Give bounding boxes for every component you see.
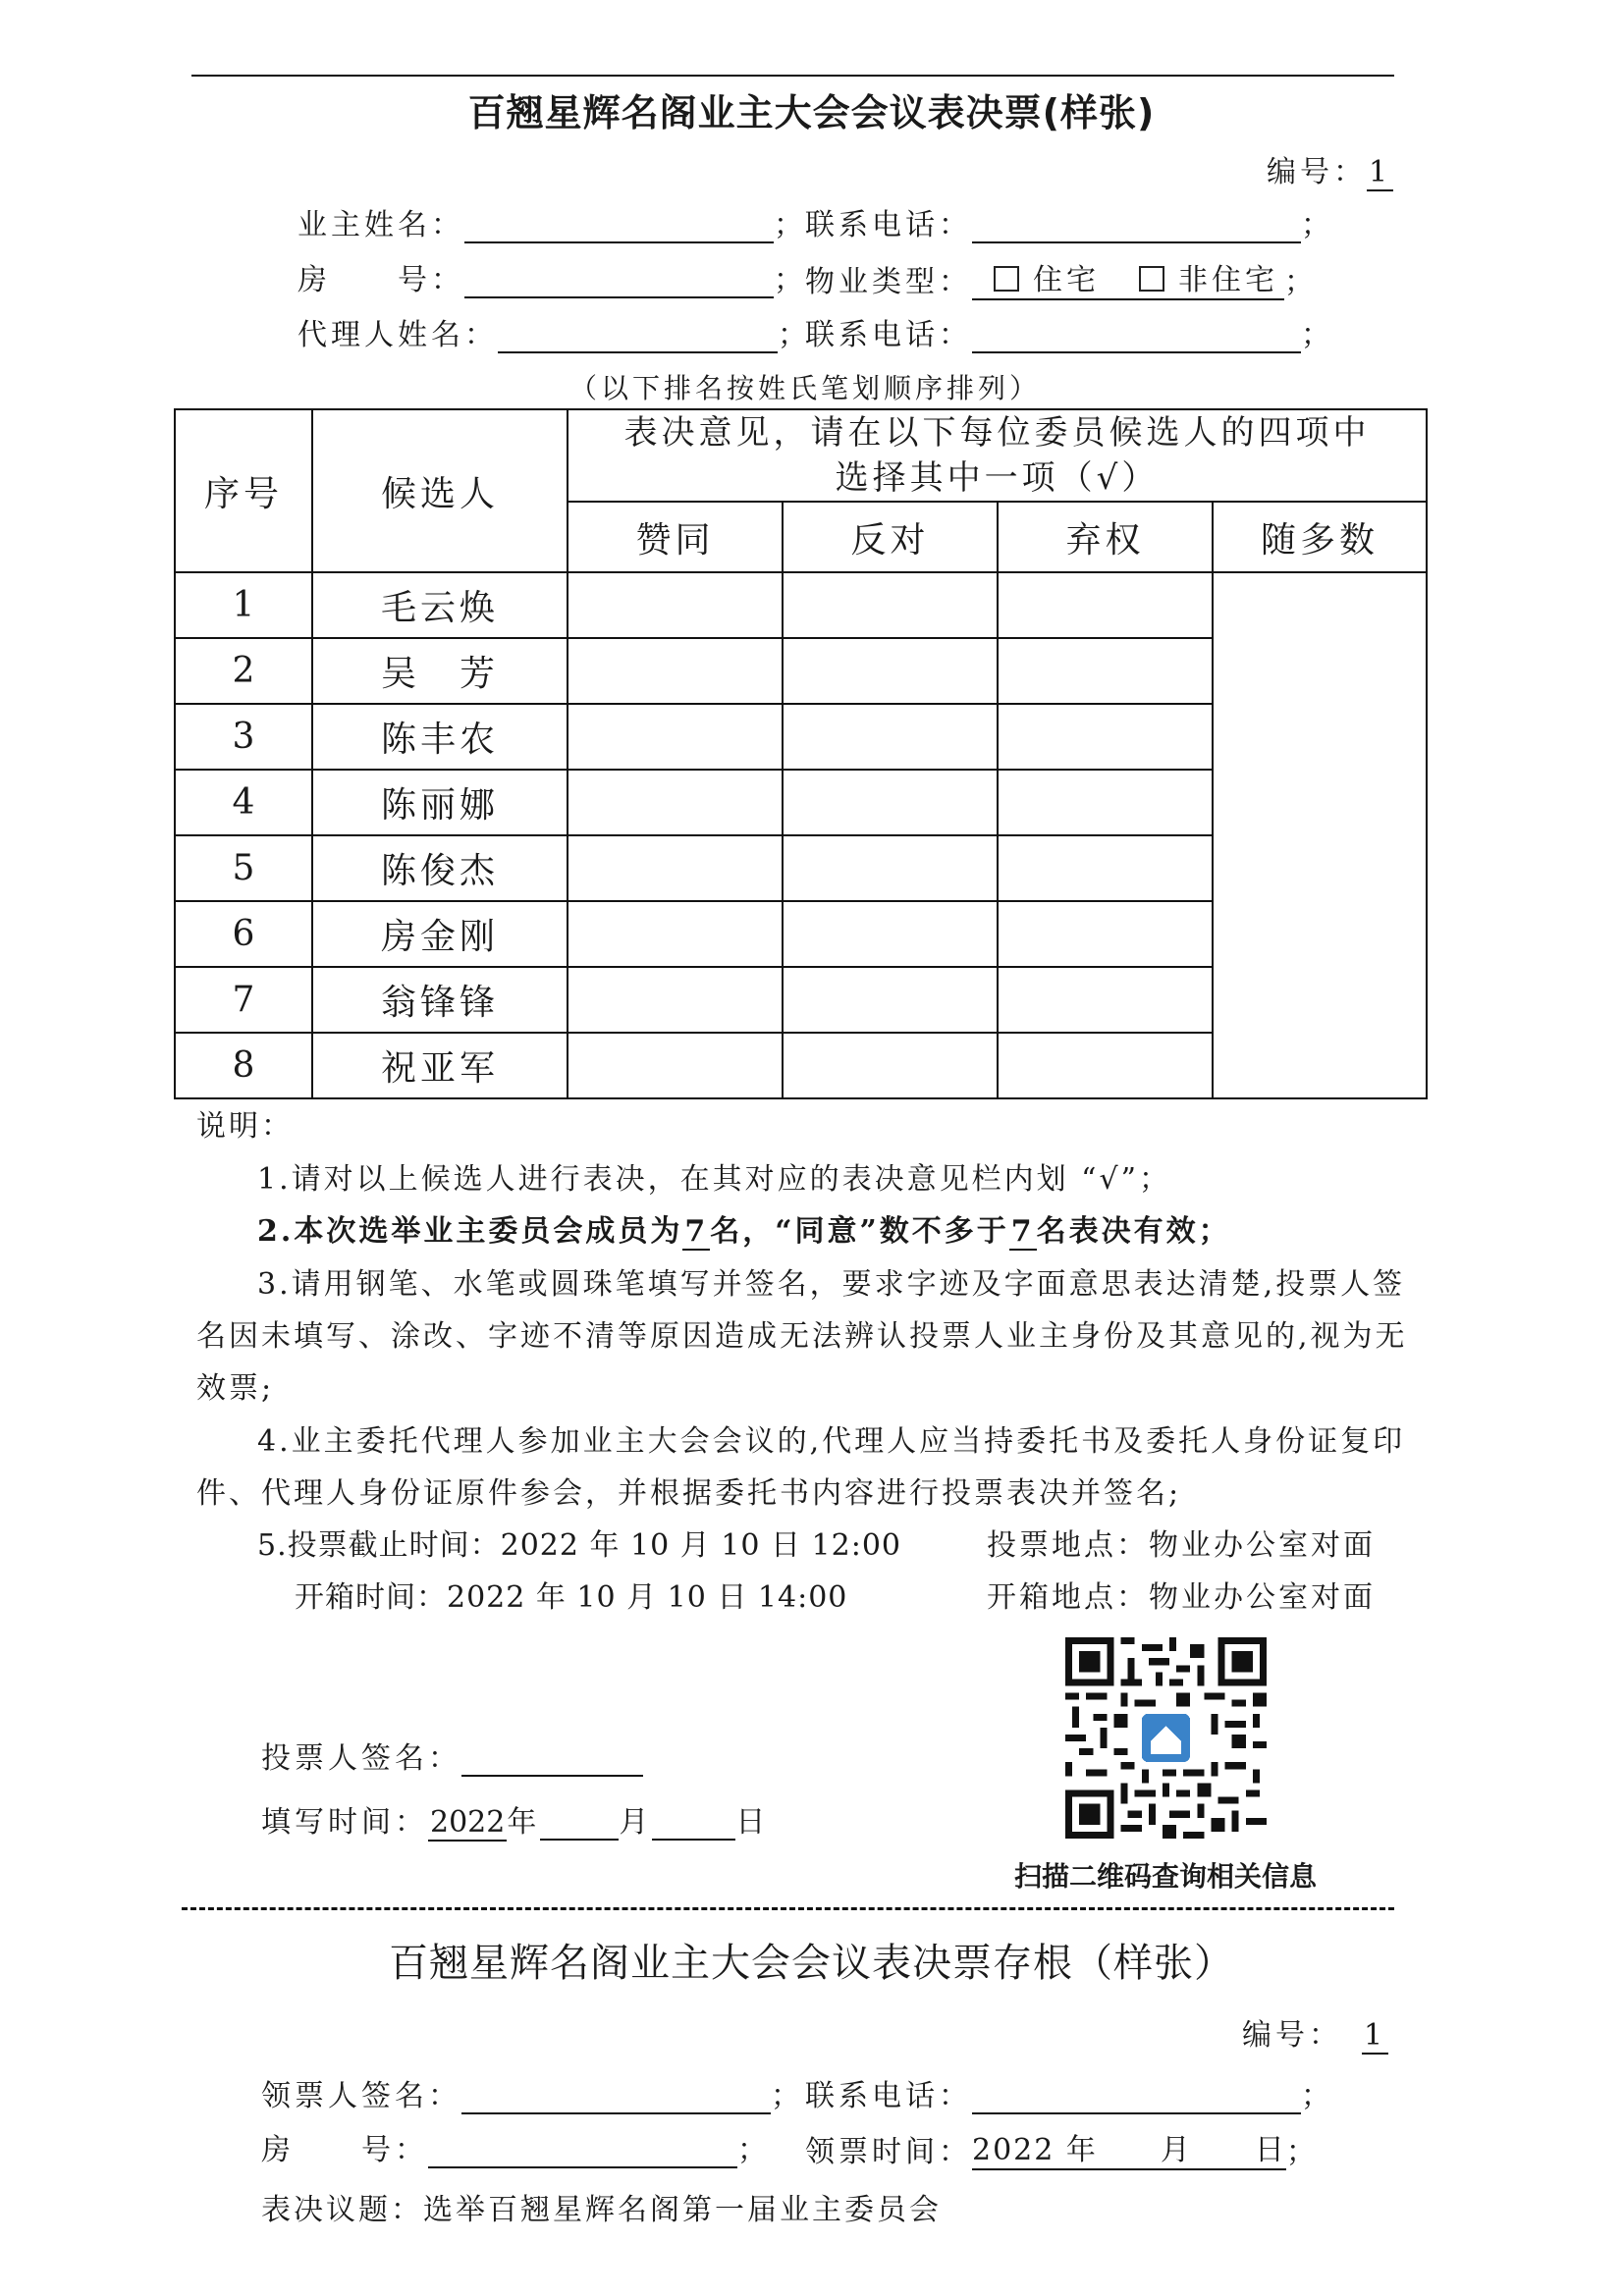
stub-receiver-label: 领票人签名： xyxy=(261,2079,461,2113)
note-5-location: 投票地点：物业办公室对面 xyxy=(987,1528,1376,1563)
option-agree-header: 赞同 xyxy=(568,502,783,572)
candidate-name: 陈丰农 xyxy=(312,704,568,770)
owner-name-row: 业主姓名： ； xyxy=(298,208,807,242)
agree-cell[interactable] xyxy=(568,967,783,1033)
qr-code-image[interactable] xyxy=(1065,1637,1267,1839)
abstain-cell[interactable] xyxy=(998,835,1213,901)
order-note: （以下排名按姓氏笔划顺序排列） xyxy=(569,372,1042,404)
proxy-phone-label: 联系电话： xyxy=(805,318,972,352)
nonresidential-checkbox[interactable] xyxy=(1139,266,1164,292)
candidate-name: 毛云焕 xyxy=(312,572,568,638)
cut-line xyxy=(182,1907,1394,1910)
voter-signature-row xyxy=(261,1734,643,1777)
stub-receive-time-label: 领票时间： xyxy=(805,2135,972,2169)
serial-label: 编号： xyxy=(1267,155,1367,189)
candidate-name: 吴 芳 xyxy=(312,638,568,704)
owner-phone-row: 联系电话： ； xyxy=(805,208,1334,242)
follow-majority-cell[interactable] xyxy=(1213,572,1427,1098)
stub-topic-value: 选举百翘星辉名阁第一届业主委员会 xyxy=(423,2193,942,2227)
stub-phone-row: 联系电话： ； xyxy=(805,2079,1334,2113)
note-4-line1: 4.业主委托代理人参加业主大会会议的,代理人应当持委托书及委托人身份证复印 xyxy=(257,1424,1406,1459)
stub-receive-time-row: 领票时间：2022 年 月 日； xyxy=(805,2125,1320,2170)
agree-cell[interactable] xyxy=(568,770,783,835)
abstain-cell[interactable] xyxy=(998,572,1213,638)
oppose-cell[interactable] xyxy=(783,1033,998,1098)
stub-topic-label: 表决议题： xyxy=(261,2193,423,2227)
oppose-cell[interactable] xyxy=(783,638,998,704)
residential-checkbox[interactable] xyxy=(994,266,1019,292)
note-5-deadline: 5.投票截止时间：2022 年 10 月 10 日 12:00 xyxy=(257,1528,901,1563)
proxy-name-field[interactable] xyxy=(498,351,778,353)
col-opinion-header xyxy=(568,409,1427,502)
candidate-name: 陈丽娜 xyxy=(312,770,568,835)
stub-receive-time-value[interactable]: 2022 年 月 日 xyxy=(972,2125,1286,2170)
row-index: 4 xyxy=(175,770,312,835)
proxy-phone-field[interactable] xyxy=(972,351,1301,353)
table-row xyxy=(175,572,1427,638)
note-1: 1.请对以上候选人进行表决，在其对应的表决意见栏内划 “√”； xyxy=(257,1162,1171,1197)
oppose-cell[interactable] xyxy=(783,967,998,1033)
oppose-cell[interactable] xyxy=(783,835,998,901)
col-candidate-header: 候选人 xyxy=(312,409,568,572)
fill-time-label: 填写时间： xyxy=(261,1805,428,1840)
candidate-name: 祝亚军 xyxy=(312,1033,568,1098)
stub-receiver-row: 领票人签名： ； xyxy=(261,2079,804,2113)
row-index: 7 xyxy=(175,967,312,1033)
nonresidential-label: 非住宅 xyxy=(1178,263,1278,297)
proxy-name-row: 代理人姓名： ； xyxy=(298,318,811,352)
abstain-cell[interactable] xyxy=(998,770,1213,835)
agree-cell[interactable] xyxy=(568,1033,783,1098)
agree-cell[interactable] xyxy=(568,901,783,967)
owner-phone-label: 联系电话： xyxy=(805,208,972,242)
option-oppose-header: 反对 xyxy=(783,502,998,572)
vote-table xyxy=(174,408,1428,1099)
stub-serial-value: 1 xyxy=(1364,2018,1387,2053)
stub-room-field[interactable] xyxy=(428,2166,737,2168)
property-type-label: 物业类型： xyxy=(805,265,972,299)
option-follow-majority-header: 随多数 xyxy=(1213,502,1427,572)
row-index: 2 xyxy=(175,638,312,704)
voter-signature-label: 投票人签名： xyxy=(261,1741,461,1776)
abstain-cell[interactable] xyxy=(998,1033,1213,1098)
row-index: 6 xyxy=(175,901,312,967)
fill-time-row xyxy=(261,1797,769,1841)
proxy-name-label: 代理人姓名： xyxy=(298,318,498,352)
room-row: 房 号： ； xyxy=(298,263,807,297)
opinion-header-line1: 表决意见，请在以下每位委员候选人的四项中 xyxy=(623,413,1371,453)
agree-cell[interactable] xyxy=(568,704,783,770)
owner-name-label: 业主姓名： xyxy=(298,208,464,242)
owner-phone-field[interactable] xyxy=(972,241,1301,243)
stub-phone-label: 联系电话： xyxy=(805,2079,972,2113)
qr-caption: 扫描二维码查询相关信息 xyxy=(1014,1860,1318,1893)
max-agree-count: 7 xyxy=(1010,1214,1035,1249)
stub-title: 百翘星辉名阁业主大会会议表决票存根（样张） xyxy=(389,1941,1234,1986)
opinion-header-line2: 选择其中一项（√） xyxy=(835,458,1160,498)
note-2-prefix: 2.本次选举业主委员会成员为 xyxy=(257,1214,683,1249)
row-index: 1 xyxy=(175,572,312,638)
oppose-cell[interactable] xyxy=(783,770,998,835)
note-5-open-location: 开箱地点：物业办公室对面 xyxy=(987,1580,1376,1615)
note-3-line2: 名因未填写、涂改、字迹不清等原因造成无法辨认投票人业主身份及其意见的,视为无 xyxy=(196,1319,1408,1354)
note-3-line1: 3.请用钢笔、水笔或圆珠笔填写并签名，要求字迹及字面意思表达清楚,投票人签 xyxy=(257,1267,1406,1302)
row-index: 3 xyxy=(175,704,312,770)
fill-month-unit: 月 xyxy=(619,1805,653,1840)
fill-year: 2022 xyxy=(430,1805,506,1840)
option-abstain-header: 弃权 xyxy=(998,502,1213,572)
candidate-name: 房金刚 xyxy=(312,901,568,967)
oppose-cell[interactable] xyxy=(783,901,998,967)
stub-topic-row xyxy=(261,2185,942,2228)
candidate-name: 翁锋锋 xyxy=(312,967,568,1033)
note-2 xyxy=(257,1206,1231,1257)
room-label: 房 号： xyxy=(298,263,464,297)
abstain-cell[interactable] xyxy=(998,638,1213,704)
note-2-mid: 名，“同意”数不多于 xyxy=(710,1214,1009,1249)
agree-cell[interactable] xyxy=(568,638,783,704)
notes-heading: 说明： xyxy=(196,1109,294,1144)
room-field[interactable] xyxy=(464,296,774,298)
oppose-cell[interactable] xyxy=(783,572,998,638)
fill-day-unit: 日 xyxy=(735,1805,770,1840)
committee-size: 7 xyxy=(684,1214,709,1249)
serial-value: 1 xyxy=(1369,155,1392,189)
note-5-open-time: 开箱时间：2022 年 10 月 10 日 14:00 xyxy=(295,1580,848,1615)
top-rule xyxy=(191,75,1394,77)
ballot-title: 百翘星辉名阁业主大会会议表决票(样张) xyxy=(467,91,1156,134)
abstain-cell[interactable] xyxy=(998,901,1213,967)
voter-signature-field[interactable] xyxy=(461,1775,643,1777)
stub-room-label: 房 号： xyxy=(261,2133,428,2167)
oppose-cell[interactable] xyxy=(783,704,998,770)
proxy-phone-row: 联系电话： ； xyxy=(805,318,1334,352)
row-index: 5 xyxy=(175,835,312,901)
note-2-suffix: 名表决有效； xyxy=(1036,1214,1231,1249)
agree-cell[interactable] xyxy=(568,572,783,638)
abstain-cell[interactable] xyxy=(998,967,1213,1033)
note-4-line2: 件、代理人身份证原件参会，并根据委托书内容进行投票表决并签名; xyxy=(196,1476,1182,1511)
row-index: 8 xyxy=(175,1033,312,1098)
note-3-line3: 效票; xyxy=(196,1371,275,1406)
fill-month-field[interactable] xyxy=(540,1839,619,1841)
serial-number xyxy=(1267,147,1393,190)
stub-phone-field[interactable] xyxy=(972,2112,1301,2114)
stub-receiver-field[interactable] xyxy=(461,2112,771,2114)
property-type-options xyxy=(972,255,1284,300)
agree-cell[interactable] xyxy=(568,835,783,901)
col-index-header: 序号 xyxy=(175,409,312,572)
fill-day-field[interactable] xyxy=(652,1839,735,1841)
property-type-row: 物业类型： 住宅 非住宅 ； xyxy=(805,255,1318,300)
candidate-name: 陈俊杰 xyxy=(312,835,568,901)
owner-name-field[interactable] xyxy=(464,241,774,243)
stub-room-row: 房 号： ； xyxy=(261,2133,771,2167)
fill-year-unit: 年 xyxy=(507,1805,541,1840)
stub-serial-number xyxy=(1242,2010,1388,2054)
stub-serial-label: 编号： xyxy=(1242,2018,1342,2053)
abstain-cell[interactable] xyxy=(998,704,1213,770)
residential-label: 住宅 xyxy=(1033,263,1100,297)
